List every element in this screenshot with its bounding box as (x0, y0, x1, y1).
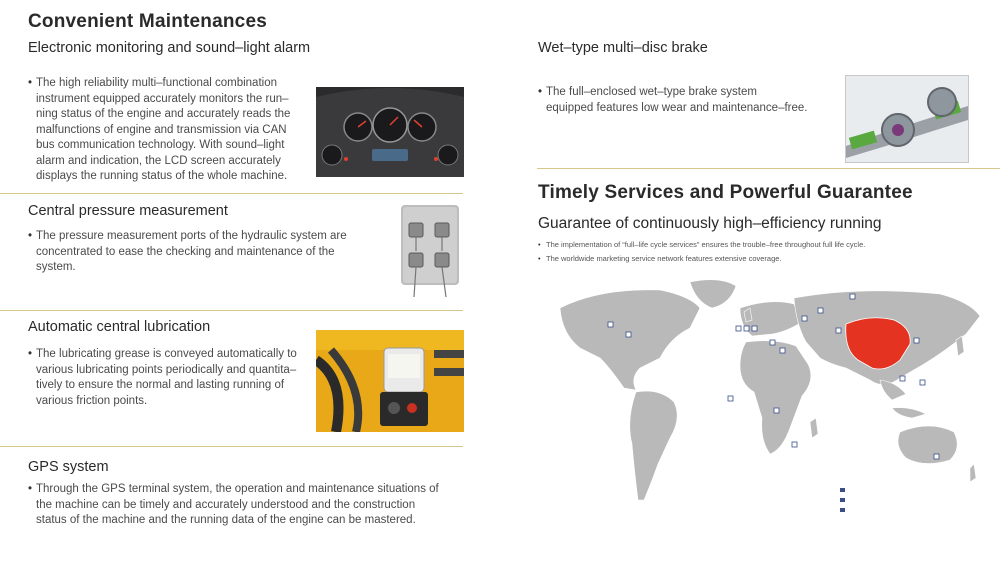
monitoring-line: instrument equipped accurately monitors the run– (36, 92, 289, 105)
greenland (690, 280, 736, 308)
monitoring-line: ning status of the engine and accurately reads the (36, 108, 291, 120)
lubrication-line: • The lubricating grease is conveyed automatically to (28, 347, 318, 363)
section-divider (0, 446, 463, 447)
japan (956, 336, 964, 356)
pressure-text (28, 229, 398, 276)
monitoring-text (28, 76, 318, 185)
pressure-line: concentrated to ease the checking and maintenance of the (36, 245, 335, 258)
north-america (560, 290, 700, 390)
brake-line: equipped features low wear and maintenance–free. (546, 101, 808, 114)
page-title: Convenient Maintenances (28, 11, 267, 32)
lubrication-line: various friction points. (36, 394, 148, 407)
services-subtitle: Guarantee of continuously high–efficiency running (538, 215, 882, 232)
lubrication-line: tively to ensure the normal and lasting running of (36, 379, 285, 391)
section-heading-gps: GPS system (28, 459, 109, 475)
monitoring-line: displays the running status of the whole machine. (36, 170, 288, 182)
new-zealand (970, 464, 976, 482)
section-divider (0, 310, 463, 311)
gps-line: status of the machine and the running data of the engine can be mastered. (36, 514, 416, 526)
section-heading-brake: Wet–type multi–disc brake (538, 40, 708, 56)
world-map (540, 268, 995, 518)
brake-text (538, 85, 838, 116)
pressure-ports-photo (399, 201, 463, 301)
africa (740, 341, 811, 454)
section-divider (537, 168, 1000, 169)
section-heading-pressure: Central pressure measurement (28, 203, 228, 219)
south-america (630, 391, 677, 500)
pressure-line: system. (36, 261, 76, 273)
monitoring-line: bus communication technology. With sound–light (36, 139, 285, 151)
services-bullets (538, 238, 978, 266)
pressure-line: • The pressure measurement ports of the hydraulic system are (28, 229, 398, 245)
monitoring-line: malfunctions of engine and transmission via CAN (36, 123, 287, 136)
lubrication-line: various lubricating points periodically and quantita– (36, 363, 297, 376)
monitoring-line: alarm and indication, the LCD screen accurately (36, 154, 281, 167)
indonesia (892, 408, 926, 418)
gps-line: • Through the GPS terminal system, the operation and maintenance situations of (28, 482, 468, 498)
southeast-asia (880, 380, 906, 400)
gps-text (28, 482, 468, 529)
section-heading-lubrication: Automatic central lubrication (28, 319, 211, 335)
australia (898, 426, 957, 464)
lubrication-text (28, 347, 318, 409)
gps-line: the machine can be timely and accurately understood and the construction (36, 498, 416, 511)
lubrication-pump-photo (316, 330, 464, 432)
monitoring-line: • The high reliability multi–functional combination (28, 76, 318, 92)
brake-line: • The full–enclosed wet–type brake system (538, 85, 838, 101)
instrument-panel-photo (316, 87, 464, 177)
services-bullet: • The implementation of “full–life cycle services” ensures the trouble–free throughout full life cycle. (538, 238, 978, 252)
services-title: Timely Services and Powerful Guarantee (538, 182, 913, 203)
brake-axle-photo (845, 75, 969, 163)
section-divider (0, 193, 463, 194)
services-bullet: • The worldwide marketing service network features extensive coverage. (538, 252, 978, 266)
section-heading-monitoring: Electronic monitoring and sound–light alarm (28, 40, 311, 56)
madagascar (810, 418, 818, 438)
